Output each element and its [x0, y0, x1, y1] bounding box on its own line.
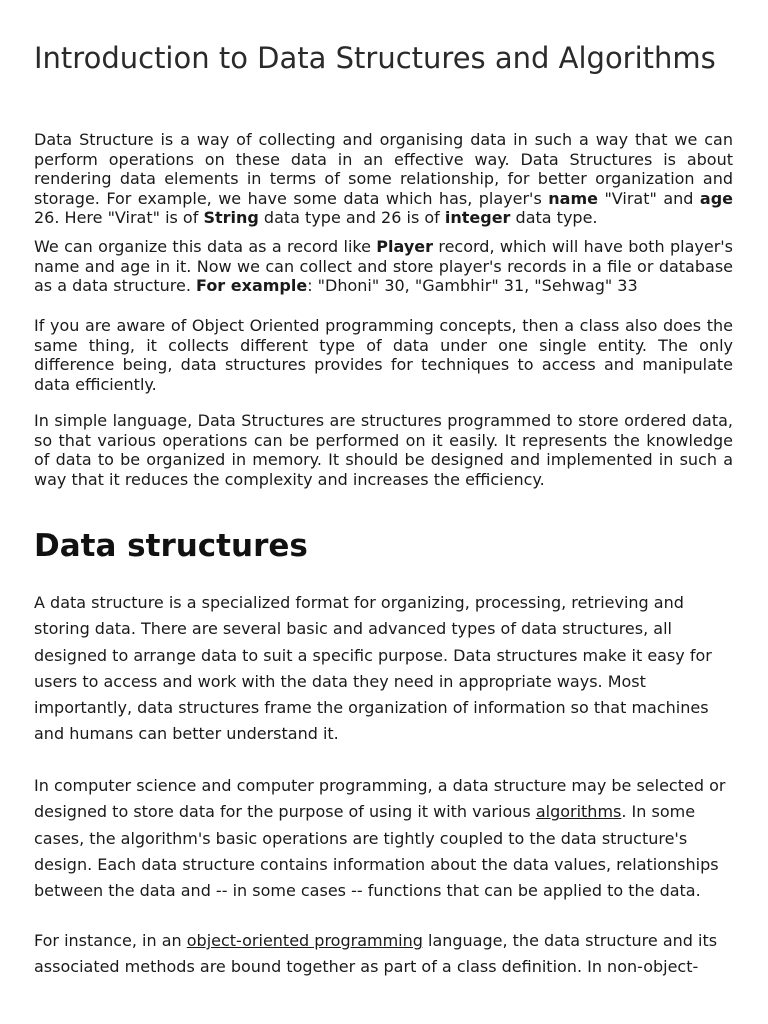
- bold-term-string: String: [203, 208, 259, 227]
- section-paragraph-3: [34, 928, 733, 981]
- text-run: : "Dhoni" 30, "Gambhir" 31, "Sehwag" 33: [307, 276, 638, 295]
- bold-term-integer: integer: [444, 208, 511, 227]
- intro-paragraph-4: In simple language, Data Structures are structures programmed to store ordered data, so that various operations can be performed on it easily. It represents the knowledge of data to be organized in memory. It should be designed and implemented in such a way that it reduces the complexity and increases the efficiency.: [34, 411, 733, 489]
- section-heading: Data structures: [34, 528, 308, 564]
- text-run: In computer science and computer programming, a data structure may be selected or designed to store data for the purpose of using it with various: [34, 776, 726, 822]
- text-run: data type.: [510, 208, 598, 227]
- text-run: "Virat" and: [597, 188, 700, 208]
- intro-paragraph-2: [34, 237, 733, 296]
- text-run: We can organize this data as a record like: [34, 237, 377, 256]
- text-run: For instance, in an: [34, 931, 187, 950]
- section-paragraph-1: A data structure is a specialized format for organizing, processing, retrieving and storing data. There are several basic and advanced types of data structures, all designed to arrange data to suit a specific purpose. Data structures make it easy for users to access and work with the data they need in appropriate ways. Most importantly, data structures frame the organization of information so that machines and humans can better understand it.: [34, 593, 712, 744]
- bold-term-for-example: For example: [196, 276, 308, 295]
- algorithms-link[interactable]: algorithms: [535, 802, 622, 822]
- text-run: language, the data structure and its associated methods are bound together as part of a class definition. In non-object-: [34, 931, 718, 977]
- page-title: Introduction to Data Structures and Algorithms: [34, 41, 716, 75]
- bold-term-player: Player: [376, 237, 433, 256]
- object-oriented-programming-link[interactable]: object-oriented programming: [186, 931, 423, 950]
- text-run: . In some cases, the algorithm's basic operations are tightly coupled to the data structure's design. Each data structure contains information about the data values, relationships between the data and -- in some cases -- functions that can be applied to the data.: [34, 802, 719, 901]
- text-run: 26. Here "Virat" is of: [34, 208, 204, 227]
- text-run: data type and 26 is of: [258, 208, 445, 227]
- text-run: record, which will have both player's name and age in it. Now we can collect and store player's records in a file or database as a data structure.: [34, 237, 734, 295]
- intro-paragraph-3: If you are aware of Object Oriented programming concepts, then a class also does the same thing, it collects different type of data under one single entity. The only difference being, data structures provides for techniques to access and manipulate data efficiently.: [34, 316, 733, 394]
- intro-paragraph-1: [34, 130, 733, 228]
- bold-term-age: age: [699, 188, 734, 208]
- text-run: Data Structure is a way of collecting and organising data in such a way that we can perform operations on these data in an effective way. Data Structures is about rendering data elements in terms of some relationship, for better organization and storage. For example, we have some data which has, player's: [34, 130, 733, 208]
- section-paragraph-2: [34, 773, 733, 904]
- bold-term-name: name: [548, 188, 598, 208]
